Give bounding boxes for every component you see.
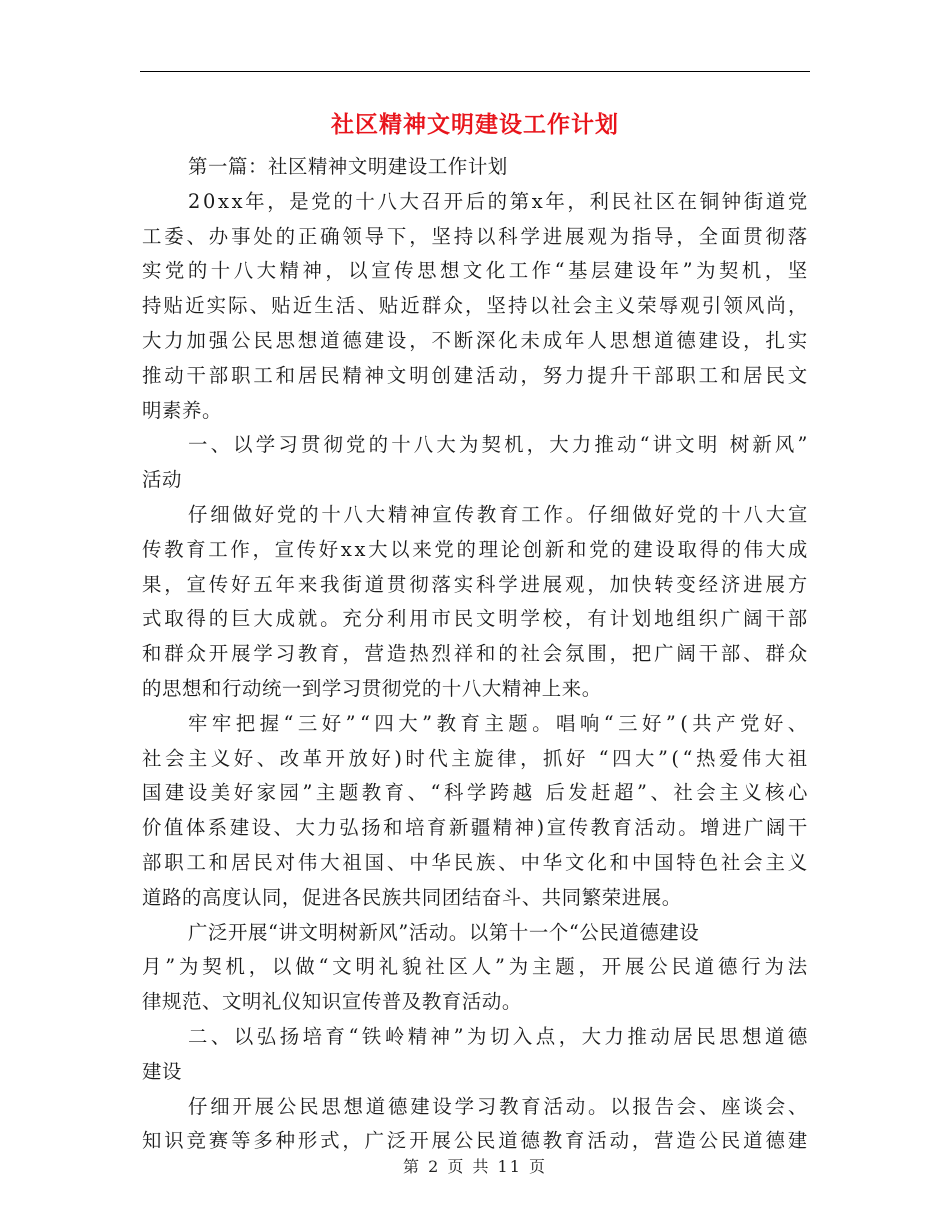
text-line: 工 委 、 办 事 处 的 正 确 领 导 下 ， 坚 持 以 科 学 进 展 观 为 指 导 ， 全 面 贯 彻 落: [142, 224, 808, 248]
text-line: 一 、 以 学 习 贯 彻 党 的 十 八 大 为 契 机 ， 大 力 推 动 “ 讲 文 明 树 新 风 ”: [188, 433, 808, 457]
text-line: 广泛开展“讲文明树新风”活动。以第十一个“公民道德建设: [188, 920, 700, 944]
page-footer: 第 2 页 共 11 页: [403, 1157, 547, 1176]
text-line: 持 贴 近 实 际 、 贴 近 生 活 、 贴 近 群 众 ， 坚 持 以 社 会 主 义 荣 辱 观 引 领 风 尚 ，: [142, 294, 808, 318]
text-line: 律规范、文明礼仪知识宣传普及教育活动。: [142, 990, 522, 1014]
text-line: 果 ， 宣 传 好 五 年 来 我 街 道 贯 彻 落 实 科 学 进 展 观 ， 加 快 转 变 经 济 进 展 方: [142, 572, 808, 596]
document-body: [142, 150, 808, 1159]
text-line: 明素养。: [142, 398, 222, 422]
text-line: 推 动 干 部 职 工 和 居 民 精 神 文 明 创 建 活 动 ， 努 力 提 升 干 部 职 工 和 居 民 文: [142, 363, 808, 387]
text-line: 部 职 工 和 居 民 对 伟 大 祖 国 、 中 华 民 族 、 中 华 文 化 和 中 国 特 色 社 会 主 义: [142, 850, 808, 874]
text-line: 牢 牢 把 握 “ 三 好 ” “ 四 大 ” 教 育 主 题 。 唱 响 “ 三 好 ” ( 共 产 党 好 、: [188, 711, 808, 735]
text-line: 价 值 体 系 建 设 、 大 力 弘 扬 和 培 育 新 疆 精 神 ) 宣 传 教 育 活 动 。 增 进 广 阔 干: [142, 816, 808, 840]
text-line: 实 党 的 十 八 大 精 神 ， 以 宣 传 思 想 文 化 工 作 “ 基 层 建 设 年 ” 为 契 机 ， 坚: [142, 259, 808, 283]
text-line: 仔 细 开 展 公 民 思 想 道 德 建 设 学 习 教 育 活 动 。 以 报 告 会 、 座 谈 会 、: [188, 1094, 808, 1118]
text-line: 活动: [142, 468, 182, 492]
text-line: 式 取 得 的 巨 大 成 就 。 充 分 利 用 市 民 文 明 学 校 ， 有 计 划 地 组 织 广 阔 干 部: [142, 607, 808, 631]
text-line: 国 建 设 美 好 家 园 ” 主 题 教 育 、 “ 科 学 跨 越 后 发 赶 超 ” 、 社 会 主 义 核 心: [142, 781, 808, 805]
text-line: 道路的高度认同，促进各民族共同团结奋斗、共同繁荣进展。: [142, 885, 682, 909]
text-line: 的思想和行动统一到学习贯彻党的十八大精神上来。: [142, 676, 602, 700]
text-line: 传 教 育 工 作 ， 宣 传 好 x x 大 以 来 党 的 理 论 创 新 和 党 的 建 设 取 得 的 伟 大 成: [142, 537, 808, 561]
text-line: 仔 细 做 好 党 的 十 八 大 精 神 宣 传 教 育 工 作 。 仔 细 做 好 党 的 十 八 大 宣: [188, 502, 808, 526]
text-line: 2 0 x x 年 ， 是 党 的 十 八 大 召 开 后 的 第 x 年 ， 利 民 社 区 在 铜 钟 街 道 党: [188, 189, 808, 213]
header-rule: [140, 71, 810, 72]
document-title: 社区精神文明建设工作计划: [331, 111, 619, 138]
text-line: 第一篇：社区精神文明建设工作计划: [188, 155, 508, 178]
text-line: 月 ” 为 契 机 ， 以 做 “ 文 明 礼 貌 社 区 人 ” 为 主 题 ， 开 展 公 民 道 德 行 为 法: [142, 955, 808, 979]
text-line: 大 力 加 强 公 民 思 想 道 德 建 设 ， 不 断 深 化 未 成 年 人 思 想 道 德 建 设 ， 扎 实: [142, 328, 808, 352]
text-line: 二 、 以 弘 扬 培 育 “ 铁 岭 精 神 ” 为 切 入 点 ， 大 力 推 动 居 民 思 想 道 德: [188, 1024, 808, 1048]
text-line: 和 群 众 开 展 学 习 教 育 ， 营 造 热 烈 祥 和 的 社 会 氛 围 ， 把 广 阔 干 部 、 群 众: [142, 642, 808, 666]
text-line: 建设: [142, 1059, 182, 1083]
text-line: 知 识 竞 赛 等 多 种 形 式 ， 广 泛 开 展 公 民 道 德 教 育 活 动 ， 营 造 公 民 道 德 建: [142, 1129, 808, 1153]
text-line: 社 会 主 义 好 、 改 革 开 放 好 ) 时 代 主 旋 律 ， 抓 好 “ 四 大 ” ( “ 热 爱 伟 大 祖: [142, 746, 808, 770]
